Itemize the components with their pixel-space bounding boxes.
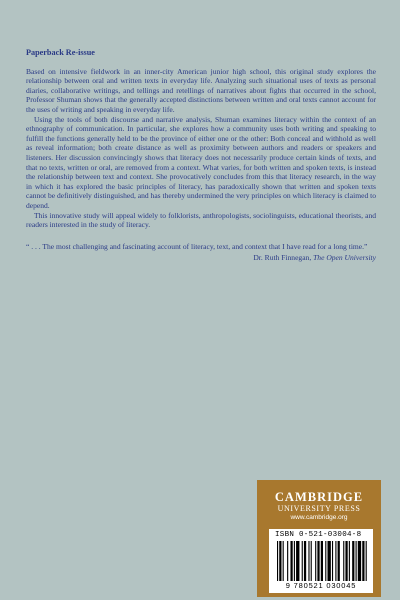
attribution-name: Dr. Ruth Finnegan, — [253, 253, 312, 263]
description-paragraph-3: This innovative study will appeal widely to folklorists, anthropologists, sociolinguists, educational theorists, and readers interested in the study of literacy. — [26, 210, 376, 230]
attribution-source: The Open University — [313, 253, 376, 263]
review-quote: “ . . . The most challenging and fascinating account of literacy, text, and context that I have read for a long time.” — [26, 241, 368, 251]
barcode-panel — [269, 529, 373, 593]
barcode-digits: 9 780521 030045 — [285, 581, 357, 590]
back-cover-text — [26, 48, 376, 263]
reissue-heading: Paperback Re-issue — [26, 48, 95, 57]
isbn-label: ISBN 0-521-03004-8 — [275, 531, 362, 539]
publisher-block — [257, 480, 381, 597]
publisher-url: www.cambridge.org — [290, 514, 348, 521]
publisher-subtitle: UNIVERSITY PRESS — [277, 504, 361, 513]
description-paragraph-1: Based on intensive fieldwork in an inner-city American junior high school, this original study explores the relationship between oral and written texts in everyday life. Analyzing such situational uses of texts as personal diaries, collaborative writings, and tellings and retellings of narratives about fights that occurred in the school, Professor Shuman shows that the generally accepted distinctions between written and oral texts cannot account for the uses of writing and speaking in everyday life. — [26, 66, 376, 114]
description-paragraph-2: Using the tools of both discourse and narrative analysis, Shuman examines literacy within the context of an ethnography of communication. In particular, she explores how a community uses both writing and speaking to fulfill the functions generally held to be the province of either one or the other: Both conceal and withhold as well as reveal information; both create distance as well as proximity between authors and readers or speakers and listeners. Her discussion convincingly shows that literacy does not necessarily produce certain kinds of texts, and that no texts, written or oral, are removed from a context. What varies, for both written and spoken texts, is instead the relationship between text and context. She provocatively concludes from this that literacy research, in the way in which it has explored the basic principles of literacy, has paradoxically shown that written and spoken texts cannot be definitively distinguished, and has thereby undermined the very principles on which literacy is claimed to depend. — [26, 114, 376, 210]
barcode-graphic — [277, 541, 369, 581]
publisher-name: CAMBRIDGE — [274, 490, 364, 504]
quote-attribution — [26, 253, 376, 263]
